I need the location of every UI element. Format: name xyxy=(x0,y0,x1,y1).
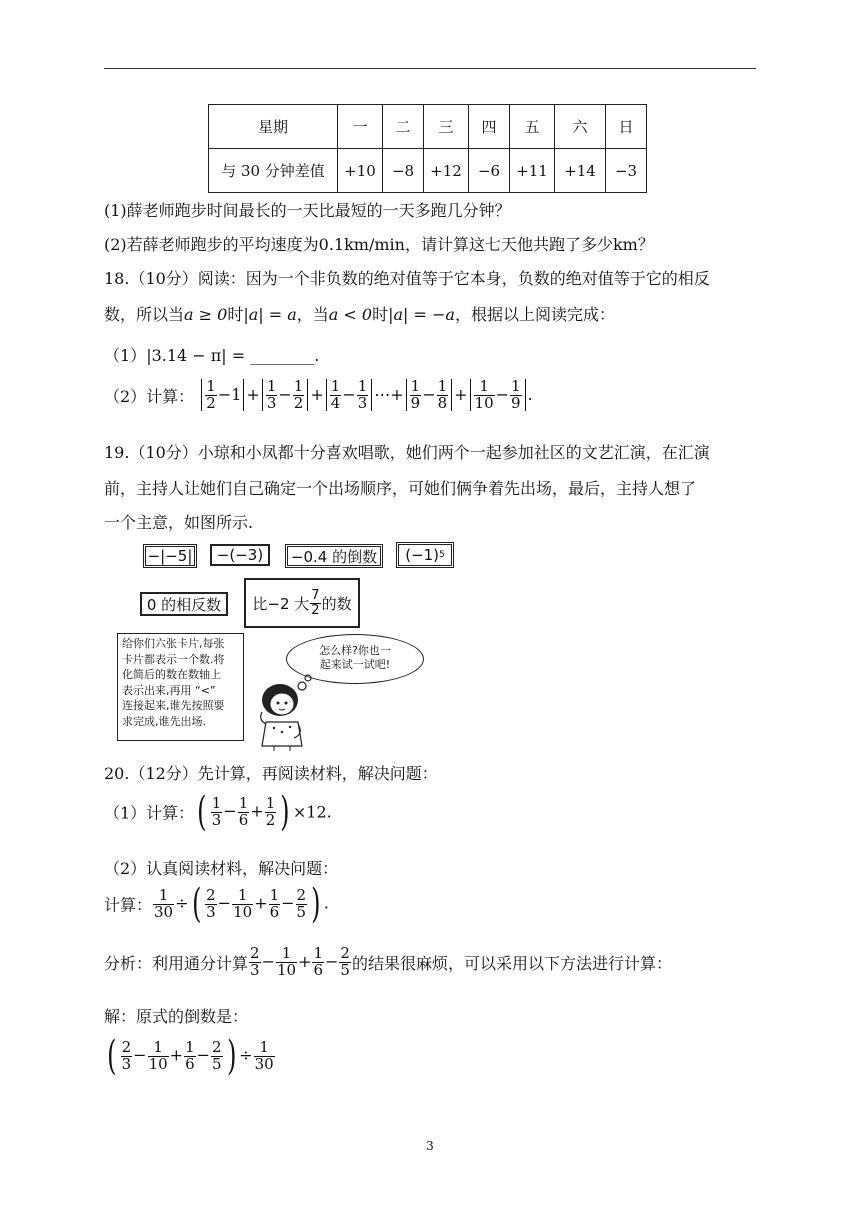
q20-part2: （2）认真阅读材料，解决问题： xyxy=(104,859,339,878)
card-neg-abs: −|−5| xyxy=(143,544,197,568)
table-row xyxy=(209,105,647,149)
q18-line2: 数，所以当a ≥ 0时|a| = a，当a < 0时|a| = −a，根据以上阅读完成： xyxy=(104,305,615,324)
table-cell: 五 xyxy=(510,105,555,149)
card-power: (−1) 5 xyxy=(396,542,454,568)
table-cell: 二 xyxy=(383,105,424,149)
q20-calc: 计算： $\frac{1}{30}$ ÷( $\frac{2}{3}$ − $\frac{1}{10}$ + $\frac{1}{6}$ − $\frac{2}{5}$ ) . xyxy=(104,881,329,927)
q20-solution-expr: ( $\frac{2}{3}$ − $\frac{1}{10}$ + $\frac{1}{6}$ − $\frac{2}{5}$ ) ÷ $\frac{1}{30}$ xyxy=(107,1033,274,1079)
card-neg-neg3: −(−3) xyxy=(210,544,270,566)
card-reciprocal: −0.4 的倒数 xyxy=(285,544,383,568)
table-cell: −6 xyxy=(469,149,510,193)
table-cell: −3 xyxy=(606,149,647,193)
card-opposite-zero: 0 的相反数 xyxy=(140,592,228,616)
table-header-label: 星期 xyxy=(209,105,338,149)
header-rule xyxy=(104,68,756,69)
page-number: 3 xyxy=(426,1139,434,1153)
q20-solution-label: 解：原式的倒数是： xyxy=(104,1007,249,1026)
table-cell: 三 xyxy=(424,105,469,149)
table-cell: +11 xyxy=(510,149,555,193)
table-row-label: 与 30 分钟差值 xyxy=(209,149,338,193)
q20-analysis: 分析：利用通分计算 $\frac{2}{3}$ − $\frac{1}{10}$ + $\frac{1}{6}$ − $\frac{2}{5}$ 的结果很麻烦，可以采用以下方法进行计算： xyxy=(104,944,672,979)
q17-part1: (1)薛老师跑步时间最长的一天比最短的一天多跑几分钟？ xyxy=(104,201,511,220)
girl-illustration xyxy=(244,672,324,752)
q19-line3: 一个主意，如图所示. xyxy=(104,513,254,532)
q18-line1: 18.（10分）阅读：因为一个非负数的绝对值等于它本身，负数的绝对值等于它的相反 xyxy=(104,269,710,288)
table-cell: +10 xyxy=(338,149,383,193)
table-cell: +14 xyxy=(555,149,606,193)
q20-line1: 20.（12分）先计算，再阅读材料，解决问题： xyxy=(104,764,438,783)
card-greater-than: 比−2 大 $\frac{7}{2}$ 的数 xyxy=(244,578,360,628)
q18-part2: （2）计算： $\frac{1}{2}$ −1 + $\frac{1}{3}$ − $\frac{1}{2}$ + $\frac{1}{4}$ − $\frac{1}{3}$ ⋯+ $\frac{1}{9}$ − $\frac{1}{8}$ + $\frac{1}{10}$ − $\frac{1}{9}$ . xyxy=(104,377,533,412)
speech-bubble: 怎么样?你也一 起来试一试吧! xyxy=(286,634,424,684)
q17-part2: (2)若薛老师跑步的平均速度为0.1km/min，请计算这七天他共跑了多少km？ xyxy=(104,235,654,254)
host-note-box: 给你们六张卡片,每张 卡片都表示一个数.将 化简后的数在数轴上 表示出来,再用 “<” 连接起来,谁先按照要 求完成,谁先出场. xyxy=(117,633,244,741)
table-cell: 日 xyxy=(606,105,647,149)
table-cell: −8 xyxy=(383,149,424,193)
q19-line1: 19.（10分）小琼和小凤都十分喜欢唱歌，她们两个一起参加社区的文艺汇演，在汇演 xyxy=(104,443,710,462)
q19-line2: 前，主持人让她们自己确定一个出场顺序，可她们俩争着先出场，最后，主持人想了 xyxy=(104,479,697,498)
table-cell: 六 xyxy=(555,105,606,149)
difference-table xyxy=(208,104,647,193)
table-cell: 一 xyxy=(338,105,383,149)
table-cell: 四 xyxy=(469,105,510,149)
table-row xyxy=(209,149,647,193)
q20-part1: （1）计算：( $\frac{1}{3}$ − $\frac{1}{6}$ + $\frac{1}{2}$ ) ×12. xyxy=(104,789,332,835)
q18-part1: （1）|3.14 − π| = ________. xyxy=(104,346,320,365)
table-cell: +12 xyxy=(424,149,469,193)
